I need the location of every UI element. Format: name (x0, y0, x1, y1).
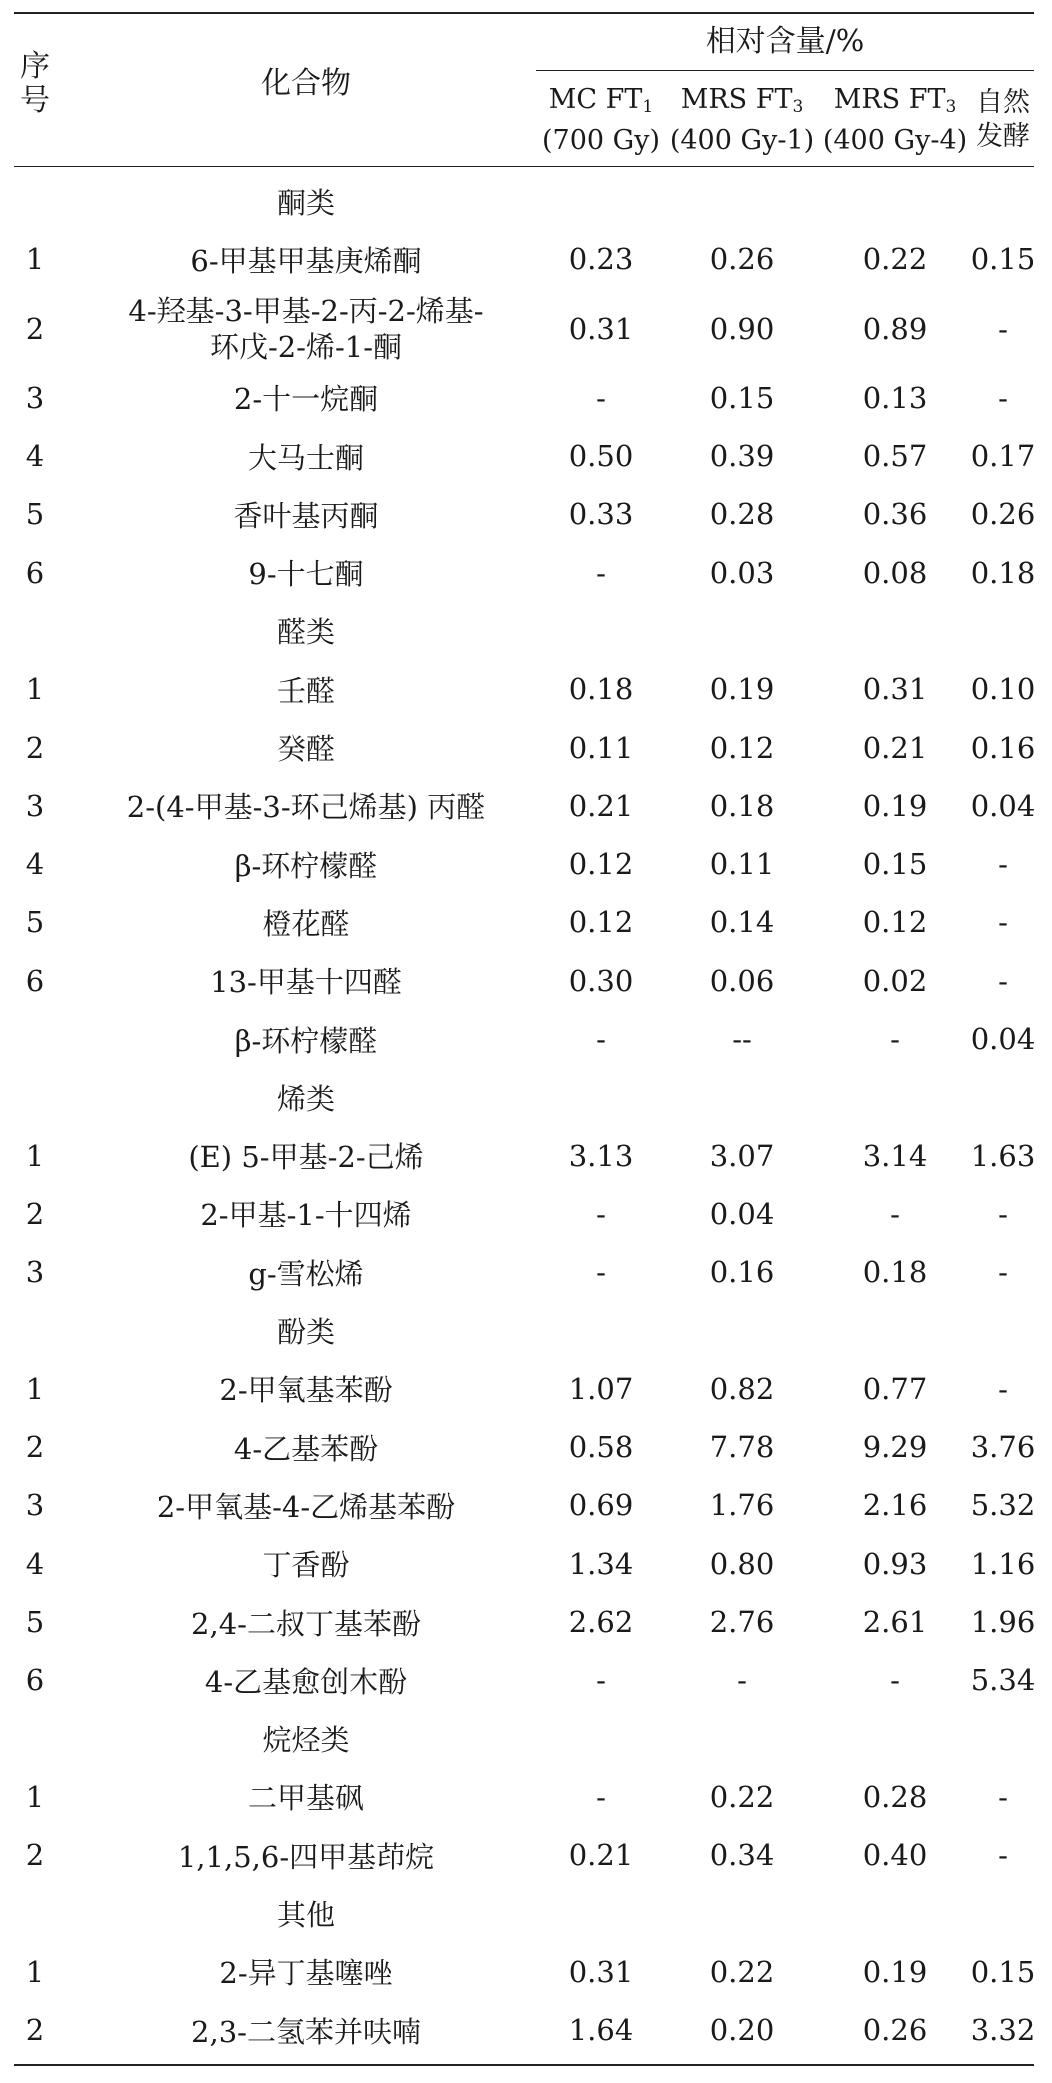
row-value-col1: 0.18 (568, 672, 634, 707)
seq-header-line1: 序 (20, 49, 50, 84)
row-value-col2: 3.07 (709, 1138, 775, 1173)
row-value-col1: 3.13 (568, 1138, 634, 1173)
row-compound-name (76, 427, 536, 485)
row-value-col4: 0.26 (970, 497, 1036, 532)
row-value-col4: 1.63 (970, 1138, 1036, 1173)
table-row (14, 1243, 1034, 1301)
table-row (14, 230, 1034, 288)
row-value-col4: 0.10 (970, 672, 1036, 707)
group-row (14, 172, 1034, 230)
table-row (14, 544, 1034, 602)
compound-name-text: 二甲基砜 (247, 1781, 364, 1816)
compound-name-text: 1,1,5,6-四甲基茚烷 (177, 1839, 435, 1874)
row-compound-name (76, 1185, 536, 1243)
row-compound-name (76, 289, 536, 369)
row-value-col3: 3.14 (862, 1138, 928, 1173)
row-compound-name (76, 1768, 536, 1826)
table-row (14, 289, 1034, 369)
row-value-col1: 0.31 (568, 1954, 634, 1989)
row-seq: 2 (25, 1838, 45, 1873)
compound-name-text: 2-甲基-1-十四烯 (200, 1198, 412, 1233)
row-value-col2: 0.19 (709, 672, 775, 707)
compound-name-text: 2,4-二叔丁基苯酚 (191, 1606, 421, 1641)
row-value-col4: - (998, 963, 1008, 998)
compound-name-text: 2-十一烷酮 (233, 382, 379, 417)
column-header-1 (536, 80, 666, 160)
row-value-col2: 1.76 (709, 1488, 775, 1523)
row-compound-name (76, 1010, 536, 1068)
table-row (14, 485, 1034, 543)
table-row (14, 718, 1034, 776)
row-compound-name (76, 1651, 536, 1709)
compound-name-text: 壬醛 (276, 673, 335, 708)
row-value-col3: 0.22 (862, 242, 928, 277)
row-value-col4: - (998, 311, 1008, 346)
row-value-col1: - (596, 1196, 606, 1231)
row-seq: 6 (25, 1663, 45, 1698)
row-value-col1: 1.64 (568, 2013, 634, 2048)
column-header-2-line2: (400 Gy-1) (669, 124, 815, 156)
row-compound-name (76, 369, 536, 427)
row-value-col1: 0.12 (568, 847, 634, 882)
row-seq: 5 (25, 497, 45, 532)
header-bottom-rule (14, 166, 1034, 167)
row-compound-name (76, 835, 536, 893)
group-label: 烷烃类 (262, 1723, 350, 1758)
row-value-col2: 0.82 (709, 1371, 775, 1406)
column-header-4-main: 自然 (976, 87, 1030, 118)
table-row (14, 1943, 1034, 2001)
row-value-col1: 0.31 (568, 311, 634, 346)
row-value-col4: 0.15 (970, 1954, 1036, 1989)
group-label: 其他 (276, 1898, 335, 1933)
row-seq: 3 (25, 380, 45, 415)
row-value-col1: - (596, 1255, 606, 1290)
row-compound-name (76, 952, 536, 1010)
compound-name-text: 大马士酮 (247, 440, 364, 475)
table-row (14, 1826, 1034, 1884)
group-row (14, 1068, 1034, 1126)
row-seq: 4 (25, 1546, 45, 1581)
compound-name-text: 4-乙基愈创木酚 (204, 1664, 408, 1699)
row-value-col2: 2.76 (709, 1605, 775, 1640)
column-header-1-line1 (549, 83, 653, 124)
row-value-col2: - (737, 1663, 747, 1698)
compound-name-text: 丁香酚 (262, 1548, 350, 1583)
row-value-col3: 0.21 (862, 730, 928, 765)
compound-name-text: 2-甲氧基-4-乙烯基苯酚 (156, 1489, 456, 1524)
row-value-col1: - (596, 1663, 606, 1698)
row-value-col1: 0.11 (568, 730, 634, 765)
table-row (14, 1476, 1034, 1534)
column-header-4-line2: 发酵 (976, 121, 1030, 152)
row-value-col3: 0.31 (862, 672, 928, 707)
row-seq: 2 (25, 311, 45, 346)
row-compound-name (76, 718, 536, 776)
row-value-col4: - (998, 1371, 1008, 1406)
row-value-col4: - (998, 1838, 1008, 1873)
row-value-col4: 0.04 (970, 788, 1036, 823)
table-row (14, 1651, 1034, 1709)
row-value-col3: 0.15 (862, 847, 928, 882)
relative-content-header: 相对含量/% (705, 24, 865, 59)
column-header-1-line2: (700 Gy) (541, 124, 660, 156)
row-value-col2: -- (732, 1022, 752, 1057)
row-seq: 2 (25, 2013, 45, 2048)
column-header-3-line1 (834, 83, 957, 124)
column-header-2-subscript: 3 (792, 96, 804, 117)
column-header-2-line1 (681, 83, 804, 124)
row-value-col3: 9.29 (862, 1430, 928, 1465)
row-compound-name (76, 777, 536, 835)
row-value-col3: 0.02 (862, 963, 928, 998)
row-seq: 6 (25, 963, 45, 998)
row-value-col2: 7.78 (709, 1430, 775, 1465)
row-compound-name (76, 1593, 536, 1651)
column-header-4 (972, 80, 1034, 160)
row-value-col4: 0.17 (970, 439, 1036, 474)
table-row (14, 1535, 1034, 1593)
row-value-col1: 0.58 (568, 1430, 634, 1465)
table-row (14, 777, 1034, 835)
group-row (14, 1710, 1034, 1768)
row-value-col3: 0.57 (862, 439, 928, 474)
row-value-col2: 0.28 (709, 497, 775, 532)
table-row (14, 893, 1034, 951)
row-seq: 5 (25, 1605, 45, 1640)
group-row (14, 1884, 1034, 1942)
compound-header: 化合物 (261, 66, 351, 101)
compound-name-text: 9-十七酮 (248, 557, 364, 592)
table-row (14, 835, 1034, 893)
row-value-col3: 0.13 (862, 380, 928, 415)
row-value-col4: 3.32 (970, 2013, 1036, 2048)
compound-name-text: 2-(4-甲基-3-环己烯基) 丙醛 (126, 790, 486, 825)
row-compound-name (76, 485, 536, 543)
row-value-col1: 0.69 (568, 1488, 634, 1523)
seq-header-line2: 号 (20, 83, 50, 118)
row-compound-name (76, 544, 536, 602)
row-value-col3: 0.93 (862, 1546, 928, 1581)
row-value-col2: 0.80 (709, 1546, 775, 1581)
row-seq: 2 (25, 730, 45, 765)
compound-name-text: 癸醛 (276, 732, 335, 767)
row-compound-name (76, 1535, 536, 1593)
column-header-3 (818, 80, 972, 160)
row-seq: 3 (25, 788, 45, 823)
row-compound-name (76, 1243, 536, 1301)
row-value-col3: 0.19 (862, 788, 928, 823)
compound-name-text: 橙花醛 (262, 906, 350, 941)
compound-name-text: 2-异丁基噻唑 (219, 1956, 393, 1991)
compound-name-text: (E) 5-甲基-2-己烯 (188, 1140, 424, 1175)
column-header-3-main: MRS FT (833, 83, 946, 115)
row-value-col4: 0.18 (970, 555, 1036, 590)
table-row (14, 369, 1034, 427)
row-value-col4: - (998, 847, 1008, 882)
compound-name-text: g-雪松烯 (248, 1256, 364, 1291)
row-value-col4: - (998, 380, 1008, 415)
row-value-col1: 0.50 (568, 439, 634, 474)
row-seq: 4 (25, 439, 45, 474)
row-value-col1: 0.12 (568, 905, 634, 940)
row-value-col3: 0.08 (862, 555, 928, 590)
group-row (14, 1301, 1034, 1359)
row-value-col3: - (890, 1663, 900, 1698)
row-value-col4: 0.04 (970, 1022, 1036, 1057)
compound-name-text: 4-乙基苯酚 (233, 1431, 379, 1466)
row-value-col1: - (596, 555, 606, 590)
row-compound-name (76, 1826, 536, 1884)
compound-name-text: 香叶基丙酮 (233, 498, 379, 533)
table-row (14, 2001, 1034, 2059)
row-value-col4: 3.76 (970, 1430, 1036, 1465)
group-label: 烯类 (276, 1081, 335, 1116)
row-value-col2: 0.04 (709, 1196, 775, 1231)
row-value-col2: 0.34 (709, 1838, 775, 1873)
row-value-col4: - (998, 1779, 1008, 1814)
row-value-col1: 0.33 (568, 497, 634, 532)
column-header-1-main: MC FT (548, 83, 643, 115)
row-value-col3: 0.12 (862, 905, 928, 940)
row-value-col2: 0.90 (709, 311, 775, 346)
row-compound-name (76, 1360, 536, 1418)
row-value-col3: 0.19 (862, 1954, 928, 1989)
group-header-rule (536, 70, 1034, 71)
table-row (14, 1185, 1034, 1243)
row-seq: 3 (25, 1255, 45, 1290)
row-value-col3: 0.26 (862, 2013, 928, 2048)
row-seq: 2 (25, 1430, 45, 1465)
row-seq: 4 (25, 847, 45, 882)
row-compound-name (76, 1943, 536, 2001)
row-seq (14, 1010, 56, 1068)
row-seq: 1 (25, 242, 45, 277)
row-seq: 1 (25, 1954, 45, 1989)
row-value-col3: 0.89 (862, 311, 928, 346)
row-value-col2: 0.22 (709, 1779, 775, 1814)
row-value-col1: - (596, 380, 606, 415)
compound-name-text: 2-甲氧基苯酚 (219, 1373, 393, 1408)
row-value-col1: 1.34 (568, 1546, 634, 1581)
row-value-col3: 0.77 (862, 1371, 928, 1406)
row-value-col1: 0.21 (568, 788, 634, 823)
row-value-col1: 1.07 (568, 1371, 634, 1406)
compound-name-text: 6-甲基甲基庚烯酮 (190, 243, 422, 278)
row-value-col3: 0.40 (862, 1838, 928, 1873)
row-compound-name (76, 893, 536, 951)
column-header-2 (666, 80, 818, 160)
row-value-col4: - (998, 905, 1008, 940)
row-seq: 2 (25, 1196, 45, 1231)
row-value-col4: 1.16 (970, 1546, 1036, 1581)
row-value-col4: 5.32 (970, 1488, 1036, 1523)
row-value-col2: 0.15 (709, 380, 775, 415)
row-value-col2: 0.20 (709, 2013, 775, 2048)
row-value-col1: - (596, 1022, 606, 1057)
row-value-col4: - (998, 1255, 1008, 1290)
row-compound-name (76, 1476, 536, 1534)
row-value-col3: - (890, 1022, 900, 1057)
table-row (14, 1593, 1034, 1651)
row-seq: 1 (25, 1371, 45, 1406)
compound-name-text: β-环柠檬醛 (234, 848, 378, 883)
table-bottom-rule (14, 2064, 1034, 2066)
column-header-4-line1 (976, 86, 1030, 120)
row-value-col3: 0.18 (862, 1255, 928, 1290)
compound-name-text: 2,3-二氢苯并呋喃 (191, 2014, 421, 2049)
row-value-col2: 0.06 (709, 963, 775, 998)
row-seq: 3 (25, 1488, 45, 1523)
row-value-col4: 1.96 (970, 1605, 1036, 1640)
row-value-col1: 0.21 (568, 1838, 634, 1873)
row-compound-name (76, 230, 536, 288)
row-value-col2: 0.22 (709, 1954, 775, 1989)
table-row (14, 1768, 1034, 1826)
row-compound-name (76, 2001, 536, 2059)
group-row (14, 602, 1034, 660)
table-row (14, 1418, 1034, 1476)
row-value-col2: 0.16 (709, 1255, 775, 1290)
table-top-rule (14, 12, 1034, 14)
row-value-col4: 0.16 (970, 730, 1036, 765)
column-header-3-subscript: 3 (945, 96, 957, 117)
row-seq: 1 (25, 672, 45, 707)
seq-header (14, 32, 56, 136)
column-header-1-subscript: 1 (642, 96, 654, 117)
row-value-col4: - (998, 1196, 1008, 1231)
row-value-col1: 0.23 (568, 242, 634, 277)
compound-name-text: 4-羟基-3-甲基-2-丙-2-烯基-环戊-2-烯-1-酮 (128, 293, 484, 364)
group-label: 酮类 (276, 185, 335, 220)
row-seq: 1 (25, 1138, 45, 1173)
row-value-col4: 0.15 (970, 242, 1036, 277)
row-compound-name (76, 1418, 536, 1476)
row-value-col3: 2.61 (862, 1605, 928, 1640)
table-row (14, 427, 1034, 485)
row-value-col2: 0.14 (709, 905, 775, 940)
row-value-col1: 0.30 (568, 963, 634, 998)
row-seq: 5 (25, 905, 45, 940)
group-label: 酚类 (276, 1315, 335, 1350)
row-value-col2: 0.26 (709, 242, 775, 277)
row-value-col4: 5.34 (970, 1663, 1036, 1698)
row-value-col1: 2.62 (568, 1605, 634, 1640)
row-seq: 6 (25, 555, 45, 590)
compound-name-text: 13-甲基十四醛 (210, 965, 402, 1000)
table-row (14, 952, 1034, 1010)
row-value-col2: 0.39 (709, 439, 775, 474)
row-compound-name (76, 1127, 536, 1185)
column-header-2-main: MRS FT (680, 83, 793, 115)
row-value-col3: 2.16 (862, 1488, 928, 1523)
row-compound-name (76, 660, 536, 718)
row-value-col2: 0.12 (709, 730, 775, 765)
row-seq: 1 (25, 1779, 45, 1814)
row-value-col3: 0.36 (862, 497, 928, 532)
row-value-col2: 0.03 (709, 555, 775, 590)
compound-name-text: β-环柠檬醛 (234, 1023, 378, 1058)
row-value-col3: - (890, 1196, 900, 1231)
row-value-col3: 0.28 (862, 1779, 928, 1814)
table-row (14, 660, 1034, 718)
row-value-col2: 0.18 (709, 788, 775, 823)
row-value-col1: - (596, 1779, 606, 1814)
column-header-3-line2: (400 Gy-4) (822, 124, 968, 156)
row-value-col2: 0.11 (709, 847, 775, 882)
group-label: 醛类 (276, 615, 335, 650)
table-row (14, 1360, 1034, 1418)
table-row (14, 1127, 1034, 1185)
table-row (14, 1010, 1034, 1068)
